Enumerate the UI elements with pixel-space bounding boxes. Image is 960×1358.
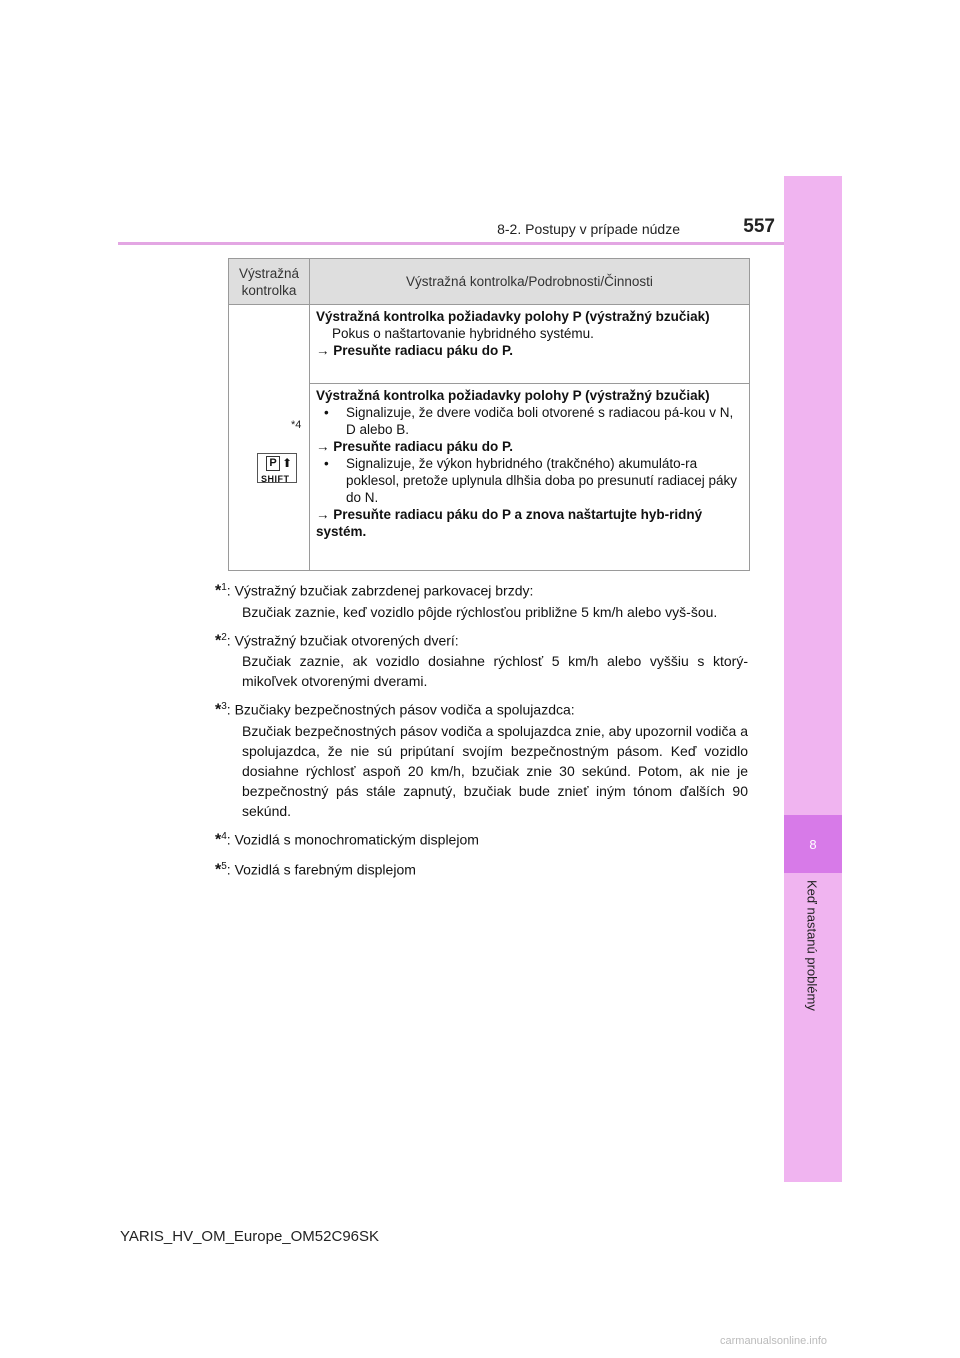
chapter-number: 8: [809, 836, 817, 852]
header-rule: [118, 242, 784, 245]
page-number: 557: [743, 216, 775, 237]
footnotes: [215, 578, 748, 886]
p-shift-warning-icon: [257, 453, 297, 483]
table-header-row: [229, 259, 750, 305]
entry-bullet: • Signalizuje, že dvere vodiča boli otvorené s radiacou pá-kou v N, D alebo B.: [324, 405, 734, 437]
entry-action: → Presuňte radiacu páku do P a znova naštartujte hyb-ridný systém.: [316, 507, 703, 539]
footnote-3: *$^3$: Bzučiaky bezpečnostných pásov vodiča a spolujazdca: Bzučiak bezpečnostných pásov vodiča a spolujazdca znie, aby upozornil vodiča a spolujazdca, že nie sú pripútaní svojím bezpečnostným pásom. Keď vozidlo dosiahne rýchlosť aspoň 20 km/h, bzučiak znie 30 sekúnd. Potom, ak nie je bezpečnostný pás stále zapnutý, bzučiak bude znieť iným tónom ďalších 90 sekúnd.: [215, 701, 748, 819]
entry-cell-1: [310, 305, 750, 384]
chapter-title-vertical: Keď nastanú problémy: [804, 880, 820, 1011]
entry-title: Výstražná kontrolka požiadavky polohy P (výstražný bzučiak): [316, 388, 710, 403]
entry-bullet: • Signalizuje, že výkon hybridného (trakčného) akumuláto-ra poklesol, pretože uplynula dlhšia doba po presunutí radiacej páky do N.: [324, 456, 738, 505]
footnote-5: *$^5$: Vozidlá s farebným displejom: [215, 860, 416, 879]
footnote-1: *$^1$: Výstražný bzučiak zabrzdenej parkovacej brzdy: Bzučiak zaznie, keď vozidlo pôjde rýchlosťou približne 5 km/h alebo vyš-šou.: [215, 582, 718, 620]
p-letter: P: [266, 456, 280, 471]
chapter-number-tab: [784, 815, 842, 873]
entry-detail: Pokus o naštartovanie hybridného systému.: [332, 326, 594, 341]
document-code: YARIS_HV_OM_Europe_OM52C96SK: [120, 1228, 380, 1245]
entry-action: → Presuňte radiacu páku do P.: [316, 439, 514, 454]
entry-action: → Presuňte radiacu páku do P.: [316, 343, 514, 358]
entry-cell-2: [310, 384, 750, 571]
table-row: [229, 305, 750, 384]
section-title: 8-2. Postupy v prípade núdze: [497, 221, 680, 237]
col-header-details: Výstražná kontrolka/Podrobnosti/Činnosti: [310, 259, 750, 305]
up-arrow-icon: ⬆: [282, 456, 293, 470]
warning-table: [228, 258, 750, 571]
entry-title: Výstražná kontrolka požiadavky polohy P (výstražný bzučiak): [316, 309, 710, 324]
footnote-4: *$^4$: Vozidlá s monochromatickým displejom: [215, 830, 479, 849]
indicator-cell: [229, 305, 310, 571]
watermark: carmanualsonline.info: [720, 1335, 828, 1347]
footnote-2: *$^2$: Výstražný bzučiak otvorených dverí: Bzučiak zaznie, ak vozidlo dosiahne rýchlosť 5 km/h alebo vyššiu s ktorý-mikoľvek otvorenými dverami.: [215, 631, 748, 690]
bullet-dot: •: [324, 456, 329, 471]
bullet-dot: •: [324, 405, 329, 420]
col-header-indicator: Výstražná kontrolka: [229, 259, 310, 305]
icon-footnote: *4: [291, 419, 302, 431]
shift-word: SHIFT: [261, 474, 290, 484]
